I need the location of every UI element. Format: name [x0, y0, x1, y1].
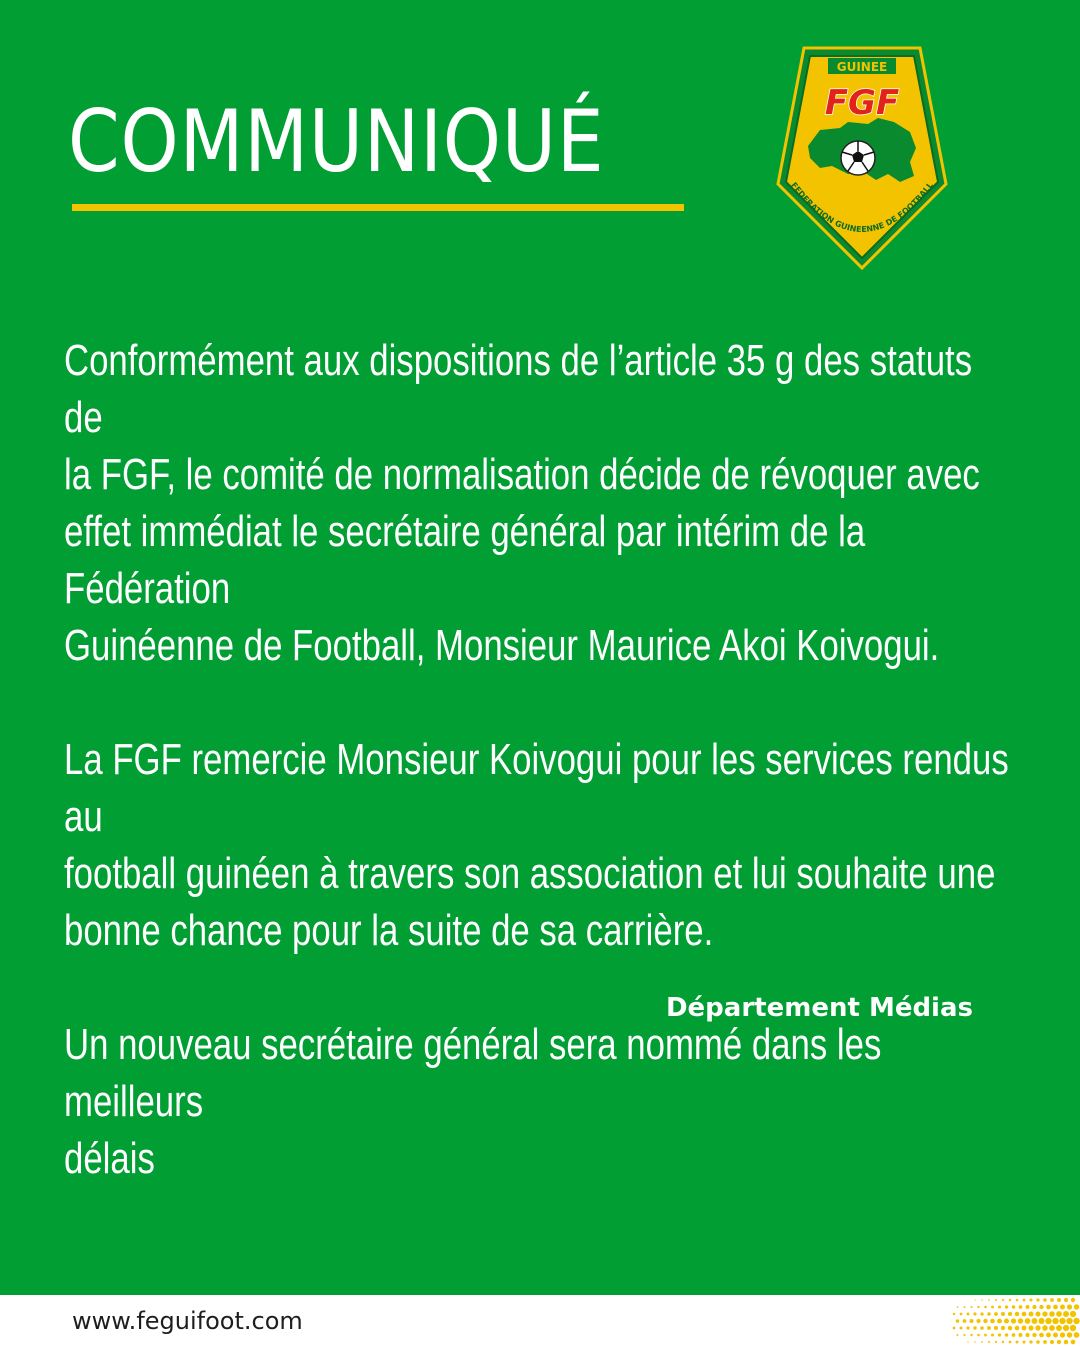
halftone-dot	[994, 1326, 998, 1330]
halftone-dot	[1050, 1340, 1054, 1344]
fgf-logo	[774, 44, 950, 270]
signature: Département Médias	[665, 993, 973, 1023]
paragraph-line: football guinéen à travers son association et lui souhaite une	[64, 849, 996, 898]
paragraph-line: Guinéenne de Football, Monsieur Maurice Akoi Koivogui.	[64, 621, 940, 670]
paragraph-line: délais	[64, 1134, 155, 1183]
halftone-dot	[970, 1319, 974, 1323]
halftone-dot	[1038, 1318, 1044, 1324]
halftone-dot	[1029, 1312, 1034, 1317]
halftone-dot	[995, 1299, 997, 1301]
halftone-dot	[960, 1327, 963, 1330]
halftone-dot	[1042, 1325, 1048, 1331]
halftone-dot	[1053, 1332, 1058, 1337]
logo-arc-text: FEDERATION GUINEENNE DE FOOTBALL	[789, 180, 935, 235]
halftone-dot	[1064, 1298, 1068, 1302]
halftone-dot	[991, 1333, 994, 1336]
halftone-dot	[1002, 1299, 1004, 1301]
paragraph-line: effet immédiat le secrétaire général par intérim de la Fédération	[64, 507, 866, 613]
halftone-dot	[1016, 1341, 1019, 1344]
halftone-dot	[1043, 1298, 1047, 1302]
halftone-dot	[997, 1319, 1002, 1324]
halftone-dot	[1018, 1318, 1023, 1323]
halftone-dot	[987, 1312, 991, 1316]
halftone-dot	[1012, 1305, 1015, 1308]
halftone-dot	[957, 1306, 959, 1308]
halftone-dot	[977, 1334, 980, 1337]
page-title: COMMUNIQUÉ	[68, 92, 605, 192]
halftone-dot	[988, 1299, 990, 1301]
halftone-dot	[1036, 1298, 1039, 1301]
halftone-dot	[1067, 1304, 1072, 1309]
halftone-dot	[1050, 1298, 1054, 1302]
halftone-dot	[981, 1299, 983, 1301]
halftone-dot	[1074, 1332, 1080, 1338]
halftone-dot	[1060, 1332, 1065, 1337]
halftone-dot	[1022, 1326, 1027, 1331]
halftone-dot	[1063, 1311, 1069, 1317]
halftone-dot	[973, 1312, 976, 1315]
halftone-dot	[1042, 1311, 1047, 1316]
halftone-dot	[967, 1341, 968, 1342]
halftone-dot	[1005, 1305, 1008, 1308]
title-underline	[72, 204, 684, 211]
halftone-dot	[1064, 1340, 1068, 1344]
halftone-dot	[1052, 1318, 1058, 1324]
halftone-dot	[1057, 1340, 1061, 1344]
halftone-dot	[1028, 1325, 1033, 1330]
paragraph-1	[64, 332, 1012, 674]
halftone-dot	[1022, 1312, 1027, 1317]
halftone-dot	[1066, 1318, 1072, 1324]
halftone-dot	[1035, 1311, 1040, 1316]
svg-text:FGF: FGF	[824, 83, 900, 123]
halftone-dot	[1056, 1311, 1062, 1317]
halftone-dot	[1053, 1305, 1058, 1310]
paragraph-3	[64, 1016, 1012, 1187]
halftone-dot	[990, 1319, 995, 1324]
halftone-dot	[963, 1334, 965, 1336]
halftone-dot	[1015, 1326, 1020, 1331]
halftone-dot	[1070, 1325, 1076, 1331]
halftone-dot	[967, 1313, 970, 1316]
halftone-dot	[1070, 1311, 1076, 1317]
halftone-dot	[1008, 1312, 1012, 1316]
halftone-dot	[1073, 1318, 1079, 1324]
halftone-dot	[980, 1312, 983, 1315]
halftone-dot	[1071, 1340, 1076, 1345]
halftone-dot	[1039, 1333, 1044, 1338]
paragraph-line: la FGF, le comité de normalisation décide de révoquer avec	[64, 450, 980, 499]
paragraph-line: La FGF remercie Monsieur Koivogui pour les services rendus au	[64, 735, 1009, 841]
halftone-dot	[953, 1327, 956, 1330]
halftone-dot	[953, 1313, 955, 1315]
halftone-dot	[995, 1341, 997, 1343]
halftone-dot	[1060, 1305, 1065, 1310]
halftone-dot	[1019, 1305, 1023, 1309]
halftone-dot	[1009, 1299, 1011, 1301]
paragraph-line: Conformément aux dispositions de l’article 35 g des statuts de	[64, 336, 973, 442]
halftone-dot	[1074, 1304, 1079, 1309]
halftone-dot	[1029, 1340, 1032, 1343]
halftone-dot	[1001, 1312, 1005, 1316]
halftone-dot	[970, 1306, 972, 1308]
halftone-dot	[1016, 1299, 1019, 1302]
halftone-dot	[1057, 1298, 1061, 1302]
halftone-dot	[966, 1326, 969, 1329]
halftone-dot	[963, 1319, 967, 1323]
halftone-dot	[1012, 1333, 1016, 1337]
halftone-dot	[1011, 1318, 1016, 1323]
halftone-dot	[1002, 1341, 1004, 1343]
halftone-dot	[1025, 1333, 1029, 1337]
halftone-dot	[1023, 1299, 1026, 1302]
halftone-dot	[1004, 1318, 1009, 1323]
halftone-dot	[1049, 1311, 1055, 1317]
halftone-dot	[1063, 1325, 1069, 1331]
halftone-dot	[1049, 1325, 1055, 1331]
paragraph-line: Un nouveau secrétaire général sera nommé dans les meilleurs	[64, 1020, 882, 1126]
halftone-dot	[1019, 1333, 1023, 1337]
halftone-dot	[1032, 1333, 1036, 1337]
halftone-dot	[956, 1319, 960, 1323]
halftone-dot	[1022, 1340, 1025, 1343]
halftone-dot	[974, 1299, 975, 1300]
halftone-dot	[1025, 1318, 1031, 1324]
halftone-dot	[964, 1306, 966, 1308]
halftone-dot	[1035, 1325, 1040, 1330]
halftone-dot	[983, 1319, 987, 1323]
halftone-dot	[1026, 1305, 1030, 1309]
halftone-dot	[1032, 1305, 1036, 1309]
communique-body	[64, 332, 1012, 1187]
halftone-dot	[1029, 1298, 1032, 1301]
halftone-dot	[1005, 1333, 1008, 1336]
halftone-dot	[960, 1313, 963, 1316]
halftone-dot	[1059, 1318, 1065, 1324]
halftone-dot	[987, 1326, 991, 1330]
halftone-dot	[1046, 1333, 1051, 1338]
halftone-dot	[998, 1306, 1001, 1309]
halftone-dot	[970, 1334, 972, 1336]
halftone-dot	[991, 1306, 994, 1309]
halftone-dot	[1032, 1318, 1038, 1324]
website-link[interactable]: www.feguifoot.com	[72, 1307, 303, 1335]
halftone-dot	[974, 1341, 976, 1343]
halftone-dot	[1046, 1305, 1051, 1310]
halftone-dot	[984, 1306, 987, 1309]
halftone-dot	[976, 1319, 980, 1323]
halftone-dot	[957, 1334, 959, 1336]
halftone-dot	[973, 1326, 976, 1329]
halftone-dot	[994, 1312, 998, 1316]
paragraph-line: bonne chance pour la suite de sa carrière.	[64, 906, 714, 955]
halftone-dot	[1056, 1325, 1062, 1331]
halftone-dot	[1001, 1326, 1005, 1330]
halftone-dot	[981, 1341, 983, 1343]
logo-top-text: GUINEE	[836, 60, 888, 74]
halftone-dot	[1043, 1340, 1047, 1344]
halftone-dot	[1067, 1332, 1072, 1337]
halftone-dot	[988, 1341, 990, 1343]
halftone-dot	[1009, 1341, 1012, 1344]
halftone-dot	[1036, 1340, 1040, 1344]
halftone-dot	[1071, 1298, 1075, 1302]
halftone-dot	[977, 1306, 979, 1308]
halftone-dot	[1045, 1318, 1051, 1324]
halftone-dot	[998, 1333, 1001, 1336]
paragraph-2	[64, 731, 1012, 959]
halftone-dot	[984, 1334, 987, 1337]
halftone-dot	[1008, 1326, 1013, 1331]
halftone-dot	[980, 1326, 984, 1330]
halftone-dot	[1015, 1312, 1019, 1316]
halftone-dots-decoration	[950, 1296, 1080, 1348]
halftone-dot	[1039, 1305, 1043, 1309]
